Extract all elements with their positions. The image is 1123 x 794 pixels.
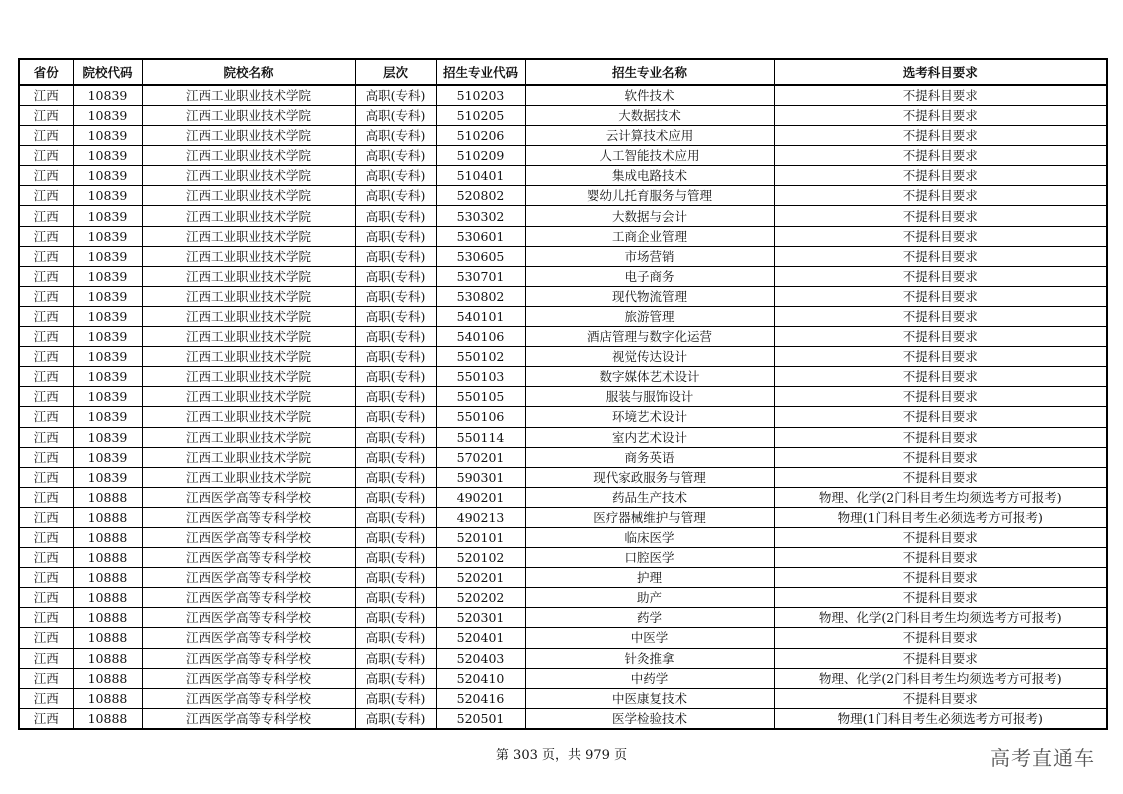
- cell-major-name: 中医学: [525, 628, 774, 648]
- cell-major-name: 旅游管理: [525, 306, 774, 326]
- cell-level: 高职(专科): [355, 85, 436, 106]
- cell-school-code: 10839: [73, 166, 142, 186]
- cell-school-code: 10888: [73, 708, 142, 729]
- cell-level: 高职(专科): [355, 507, 436, 527]
- cell-major-code: 510206: [436, 126, 525, 146]
- cell-major-name: 电子商务: [525, 266, 774, 286]
- cell-province: 江西: [19, 226, 73, 246]
- cell-subject-requirement: 不提科目要求: [774, 186, 1107, 206]
- table-row: [19, 568, 1107, 588]
- cell-major-name: 人工智能技术应用: [525, 146, 774, 166]
- cell-level: 高职(专科): [355, 266, 436, 286]
- cell-major-code: 520101: [436, 527, 525, 547]
- cell-subject-requirement: 不提科目要求: [774, 688, 1107, 708]
- cell-subject-requirement: 不提科目要求: [774, 286, 1107, 306]
- cell-major-name: 临床医学: [525, 527, 774, 547]
- cell-school-code: 10839: [73, 146, 142, 166]
- cell-level: 高职(专科): [355, 447, 436, 467]
- cell-subject-requirement: 物理、化学(2门科目考生均须选考方可报考): [774, 487, 1107, 507]
- cell-major-name: 集成电路技术: [525, 166, 774, 186]
- cell-school-name: 江西医学高等专科学校: [142, 487, 355, 507]
- cell-major-code: 490213: [436, 507, 525, 527]
- enrollment-table: [18, 58, 1108, 730]
- cell-subject-requirement: 不提科目要求: [774, 648, 1107, 668]
- cell-school-name: 江西工业职业技术学院: [142, 387, 355, 407]
- cell-major-code: 520410: [436, 668, 525, 688]
- cell-level: 高职(专科): [355, 106, 436, 126]
- cell-major-code: 540101: [436, 306, 525, 326]
- cell-province: 江西: [19, 246, 73, 266]
- cell-major-name: 软件技术: [525, 85, 774, 106]
- cell-province: 江西: [19, 588, 73, 608]
- cell-school-name: 江西医学高等专科学校: [142, 507, 355, 527]
- cell-school-code: 10839: [73, 186, 142, 206]
- cell-major-name: 大数据与会计: [525, 206, 774, 226]
- cell-province: 江西: [19, 608, 73, 628]
- enrollment-table-container: [18, 58, 1106, 730]
- cell-major-code: 530601: [436, 226, 525, 246]
- header-school-name: 院校名称: [142, 59, 355, 85]
- cell-school-code: 10839: [73, 387, 142, 407]
- cell-level: 高职(专科): [355, 527, 436, 547]
- cell-school-code: 10888: [73, 648, 142, 668]
- table-row: [19, 407, 1107, 427]
- cell-level: 高职(专科): [355, 608, 436, 628]
- table-row: [19, 226, 1107, 246]
- cell-school-name: 江西工业职业技术学院: [142, 226, 355, 246]
- cell-school-name: 江西工业职业技术学院: [142, 166, 355, 186]
- cell-subject-requirement: 不提科目要求: [774, 327, 1107, 347]
- cell-major-name: 数字媒体艺术设计: [525, 367, 774, 387]
- cell-province: 江西: [19, 688, 73, 708]
- cell-subject-requirement: 不提科目要求: [774, 146, 1107, 166]
- table-row: [19, 106, 1107, 126]
- cell-school-code: 10888: [73, 487, 142, 507]
- cell-school-code: 10839: [73, 126, 142, 146]
- cell-school-code: 10839: [73, 327, 142, 347]
- cell-subject-requirement: 不提科目要求: [774, 447, 1107, 467]
- cell-level: 高职(专科): [355, 306, 436, 326]
- cell-major-code: 520202: [436, 588, 525, 608]
- cell-province: 江西: [19, 206, 73, 226]
- cell-school-name: 江西医学高等专科学校: [142, 628, 355, 648]
- cell-major-name: 环境艺术设计: [525, 407, 774, 427]
- cell-major-code: 520802: [436, 186, 525, 206]
- cell-major-code: 510205: [436, 106, 525, 126]
- cell-major-code: 520301: [436, 608, 525, 628]
- cell-school-code: 10839: [73, 206, 142, 226]
- cell-subject-requirement: 不提科目要求: [774, 106, 1107, 126]
- cell-school-name: 江西医学高等专科学校: [142, 688, 355, 708]
- cell-subject-requirement: 不提科目要求: [774, 628, 1107, 648]
- cell-major-code: 540106: [436, 327, 525, 347]
- page-number: 第 303 页，共 979 页: [495, 748, 628, 763]
- cell-level: 高职(专科): [355, 327, 436, 347]
- header-major-name: 招生专业名称: [525, 59, 774, 85]
- cell-major-code: 510203: [436, 85, 525, 106]
- header-province: 省份: [19, 59, 73, 85]
- cell-subject-requirement: 不提科目要求: [774, 588, 1107, 608]
- cell-school-name: 江西医学高等专科学校: [142, 568, 355, 588]
- cell-major-code: 510209: [436, 146, 525, 166]
- cell-school-code: 10839: [73, 367, 142, 387]
- cell-major-code: 550103: [436, 367, 525, 387]
- cell-province: 江西: [19, 568, 73, 588]
- cell-school-code: 10839: [73, 407, 142, 427]
- cell-major-code: 550106: [436, 407, 525, 427]
- cell-school-name: 江西工业职业技术学院: [142, 327, 355, 347]
- cell-major-name: 工商企业管理: [525, 226, 774, 246]
- cell-major-name: 酒店管理与数字化运营: [525, 327, 774, 347]
- table-body: [19, 85, 1107, 729]
- cell-major-name: 医疗器械维护与管理: [525, 507, 774, 527]
- table-row: [19, 588, 1107, 608]
- header-level: 层次: [355, 59, 436, 85]
- cell-major-code: 520201: [436, 568, 525, 588]
- cell-school-name: 江西工业职业技术学院: [142, 407, 355, 427]
- cell-school-code: 10888: [73, 608, 142, 628]
- cell-school-name: 江西工业职业技术学院: [142, 186, 355, 206]
- cell-province: 江西: [19, 467, 73, 487]
- table-row: [19, 708, 1107, 729]
- cell-level: 高职(专科): [355, 548, 436, 568]
- table-row: [19, 628, 1107, 648]
- cell-level: 高职(专科): [355, 146, 436, 166]
- cell-subject-requirement: 不提科目要求: [774, 407, 1107, 427]
- cell-subject-requirement: 不提科目要求: [774, 568, 1107, 588]
- cell-school-name: 江西工业职业技术学院: [142, 427, 355, 447]
- table-row: [19, 146, 1107, 166]
- cell-province: 江西: [19, 648, 73, 668]
- cell-subject-requirement: 不提科目要求: [774, 387, 1107, 407]
- table-row: [19, 85, 1107, 106]
- cell-school-name: 江西工业职业技术学院: [142, 347, 355, 367]
- cell-school-name: 江西工业职业技术学院: [142, 266, 355, 286]
- cell-major-name: 药品生产技术: [525, 487, 774, 507]
- cell-school-name: 江西工业职业技术学院: [142, 447, 355, 467]
- table-row: [19, 507, 1107, 527]
- cell-level: 高职(专科): [355, 708, 436, 729]
- table-row: [19, 648, 1107, 668]
- cell-major-code: 510401: [436, 166, 525, 186]
- cell-level: 高职(专科): [355, 588, 436, 608]
- cell-subject-requirement: 不提科目要求: [774, 85, 1107, 106]
- cell-school-name: 江西工业职业技术学院: [142, 85, 355, 106]
- cell-province: 江西: [19, 186, 73, 206]
- cell-school-code: 10839: [73, 246, 142, 266]
- cell-province: 江西: [19, 286, 73, 306]
- cell-major-code: 490201: [436, 487, 525, 507]
- table-row: [19, 306, 1107, 326]
- watermark: 高考直通车: [990, 746, 1095, 770]
- cell-major-name: 市场营销: [525, 246, 774, 266]
- table-row: [19, 327, 1107, 347]
- cell-level: 高职(专科): [355, 648, 436, 668]
- cell-subject-requirement: 不提科目要求: [774, 347, 1107, 367]
- cell-level: 高职(专科): [355, 286, 436, 306]
- cell-level: 高职(专科): [355, 427, 436, 447]
- cell-level: 高职(专科): [355, 367, 436, 387]
- cell-level: 高职(专科): [355, 568, 436, 588]
- cell-level: 高职(专科): [355, 628, 436, 648]
- cell-major-name: 服装与服饰设计: [525, 387, 774, 407]
- cell-province: 江西: [19, 347, 73, 367]
- cell-level: 高职(专科): [355, 126, 436, 146]
- cell-major-name: 现代物流管理: [525, 286, 774, 306]
- cell-major-code: 530302: [436, 206, 525, 226]
- table-row: [19, 186, 1107, 206]
- cell-subject-requirement: 不提科目要求: [774, 548, 1107, 568]
- cell-major-name: 室内艺术设计: [525, 427, 774, 447]
- cell-school-name: 江西工业职业技术学院: [142, 306, 355, 326]
- cell-major-name: 商务英语: [525, 447, 774, 467]
- cell-school-code: 10839: [73, 447, 142, 467]
- cell-subject-requirement: 不提科目要求: [774, 266, 1107, 286]
- cell-level: 高职(专科): [355, 206, 436, 226]
- cell-province: 江西: [19, 126, 73, 146]
- cell-school-code: 10888: [73, 507, 142, 527]
- table-row: [19, 347, 1107, 367]
- cell-major-code: 520403: [436, 648, 525, 668]
- cell-major-name: 口腔医学: [525, 548, 774, 568]
- cell-subject-requirement: 不提科目要求: [774, 306, 1107, 326]
- table-row: [19, 367, 1107, 387]
- cell-school-code: 10839: [73, 286, 142, 306]
- table-row: [19, 126, 1107, 146]
- cell-school-code: 10888: [73, 527, 142, 547]
- cell-school-name: 江西医学高等专科学校: [142, 668, 355, 688]
- header-row: [19, 59, 1107, 85]
- cell-school-name: 江西工业职业技术学院: [142, 106, 355, 126]
- cell-major-code: 520416: [436, 688, 525, 708]
- cell-major-code: 530701: [436, 266, 525, 286]
- cell-subject-requirement: 不提科目要求: [774, 427, 1107, 447]
- cell-school-code: 10839: [73, 85, 142, 106]
- cell-school-code: 10839: [73, 427, 142, 447]
- cell-province: 江西: [19, 487, 73, 507]
- cell-province: 江西: [19, 447, 73, 467]
- cell-subject-requirement: 不提科目要求: [774, 206, 1107, 226]
- table-row: [19, 527, 1107, 547]
- table-header: [19, 59, 1107, 85]
- table-row: [19, 548, 1107, 568]
- table-row: [19, 688, 1107, 708]
- cell-major-name: 中医康复技术: [525, 688, 774, 708]
- table-row: [19, 467, 1107, 487]
- cell-province: 江西: [19, 507, 73, 527]
- cell-major-name: 婴幼儿托育服务与管理: [525, 186, 774, 206]
- cell-school-name: 江西医学高等专科学校: [142, 548, 355, 568]
- cell-school-name: 江西工业职业技术学院: [142, 246, 355, 266]
- cell-school-name: 江西医学高等专科学校: [142, 648, 355, 668]
- cell-level: 高职(专科): [355, 246, 436, 266]
- cell-province: 江西: [19, 367, 73, 387]
- cell-school-code: 10839: [73, 106, 142, 126]
- cell-level: 高职(专科): [355, 467, 436, 487]
- cell-major-code: 520102: [436, 548, 525, 568]
- cell-major-code: 530605: [436, 246, 525, 266]
- cell-subject-requirement: 不提科目要求: [774, 166, 1107, 186]
- cell-major-name: 医学检验技术: [525, 708, 774, 729]
- cell-school-code: 10888: [73, 628, 142, 648]
- cell-major-code: 520501: [436, 708, 525, 729]
- header-major-code: 招生专业代码: [436, 59, 525, 85]
- cell-level: 高职(专科): [355, 688, 436, 708]
- cell-subject-requirement: 物理、化学(2门科目考生均须选考方可报考): [774, 608, 1107, 628]
- header-subject-requirement: 选考科目要求: [774, 59, 1107, 85]
- cell-province: 江西: [19, 387, 73, 407]
- cell-major-name: 护理: [525, 568, 774, 588]
- cell-school-code: 10888: [73, 568, 142, 588]
- cell-subject-requirement: 物理、化学(2门科目考生均须选考方可报考): [774, 668, 1107, 688]
- cell-province: 江西: [19, 668, 73, 688]
- cell-school-name: 江西工业职业技术学院: [142, 146, 355, 166]
- cell-province: 江西: [19, 527, 73, 547]
- cell-school-name: 江西医学高等专科学校: [142, 608, 355, 628]
- cell-school-code: 10839: [73, 226, 142, 246]
- cell-major-name: 现代家政服务与管理: [525, 467, 774, 487]
- cell-school-code: 10839: [73, 347, 142, 367]
- cell-school-code: 10888: [73, 548, 142, 568]
- cell-province: 江西: [19, 106, 73, 126]
- cell-school-name: 江西工业职业技术学院: [142, 467, 355, 487]
- cell-major-code: 520401: [436, 628, 525, 648]
- cell-province: 江西: [19, 708, 73, 729]
- cell-subject-requirement: 不提科目要求: [774, 467, 1107, 487]
- table-row: [19, 427, 1107, 447]
- cell-subject-requirement: 不提科目要求: [774, 126, 1107, 146]
- header-school-code: 院校代码: [73, 59, 142, 85]
- table-row: [19, 487, 1107, 507]
- cell-level: 高职(专科): [355, 186, 436, 206]
- cell-school-code: 10839: [73, 467, 142, 487]
- cell-major-code: 550105: [436, 387, 525, 407]
- cell-school-code: 10839: [73, 306, 142, 326]
- table-row: [19, 206, 1107, 226]
- cell-province: 江西: [19, 407, 73, 427]
- cell-subject-requirement: 不提科目要求: [774, 226, 1107, 246]
- cell-major-code: 530802: [436, 286, 525, 306]
- cell-level: 高职(专科): [355, 407, 436, 427]
- table-row: [19, 166, 1107, 186]
- cell-province: 江西: [19, 146, 73, 166]
- cell-major-code: 550114: [436, 427, 525, 447]
- cell-school-name: 江西工业职业技术学院: [142, 367, 355, 387]
- cell-province: 江西: [19, 85, 73, 106]
- cell-level: 高职(专科): [355, 226, 436, 246]
- cell-level: 高职(专科): [355, 166, 436, 186]
- cell-school-name: 江西工业职业技术学院: [142, 286, 355, 306]
- cell-subject-requirement: 物理(1门科目考生必须选考方可报考): [774, 507, 1107, 527]
- cell-subject-requirement: 不提科目要求: [774, 527, 1107, 547]
- table-row: [19, 246, 1107, 266]
- cell-province: 江西: [19, 628, 73, 648]
- cell-major-code: 570201: [436, 447, 525, 467]
- cell-major-name: 中药学: [525, 668, 774, 688]
- cell-province: 江西: [19, 306, 73, 326]
- cell-province: 江西: [19, 327, 73, 347]
- cell-school-name: 江西医学高等专科学校: [142, 527, 355, 547]
- cell-province: 江西: [19, 266, 73, 286]
- table-row: [19, 387, 1107, 407]
- cell-major-name: 针灸推拿: [525, 648, 774, 668]
- cell-level: 高职(专科): [355, 668, 436, 688]
- cell-level: 高职(专科): [355, 347, 436, 367]
- cell-province: 江西: [19, 548, 73, 568]
- cell-school-code: 10888: [73, 688, 142, 708]
- cell-subject-requirement: 不提科目要求: [774, 246, 1107, 266]
- cell-school-code: 10888: [73, 668, 142, 688]
- table-row: [19, 286, 1107, 306]
- cell-school-name: 江西医学高等专科学校: [142, 708, 355, 729]
- table-row: [19, 266, 1107, 286]
- cell-major-name: 助产: [525, 588, 774, 608]
- cell-major-name: 大数据技术: [525, 106, 774, 126]
- cell-major-code: 590301: [436, 467, 525, 487]
- cell-province: 江西: [19, 166, 73, 186]
- cell-school-code: 10888: [73, 588, 142, 608]
- cell-major-name: 药学: [525, 608, 774, 628]
- table-row: [19, 608, 1107, 628]
- cell-major-name: 云计算技术应用: [525, 126, 774, 146]
- cell-school-name: 江西工业职业技术学院: [142, 126, 355, 146]
- cell-major-name: 视觉传达设计: [525, 347, 774, 367]
- cell-school-code: 10839: [73, 266, 142, 286]
- cell-major-code: 550102: [436, 347, 525, 367]
- cell-subject-requirement: 物理(1门科目考生必须选考方可报考): [774, 708, 1107, 729]
- cell-level: 高职(专科): [355, 387, 436, 407]
- cell-school-name: 江西医学高等专科学校: [142, 588, 355, 608]
- cell-subject-requirement: 不提科目要求: [774, 367, 1107, 387]
- cell-level: 高职(专科): [355, 487, 436, 507]
- cell-school-name: 江西工业职业技术学院: [142, 206, 355, 226]
- cell-province: 江西: [19, 427, 73, 447]
- table-row: [19, 668, 1107, 688]
- table-row: [19, 447, 1107, 467]
